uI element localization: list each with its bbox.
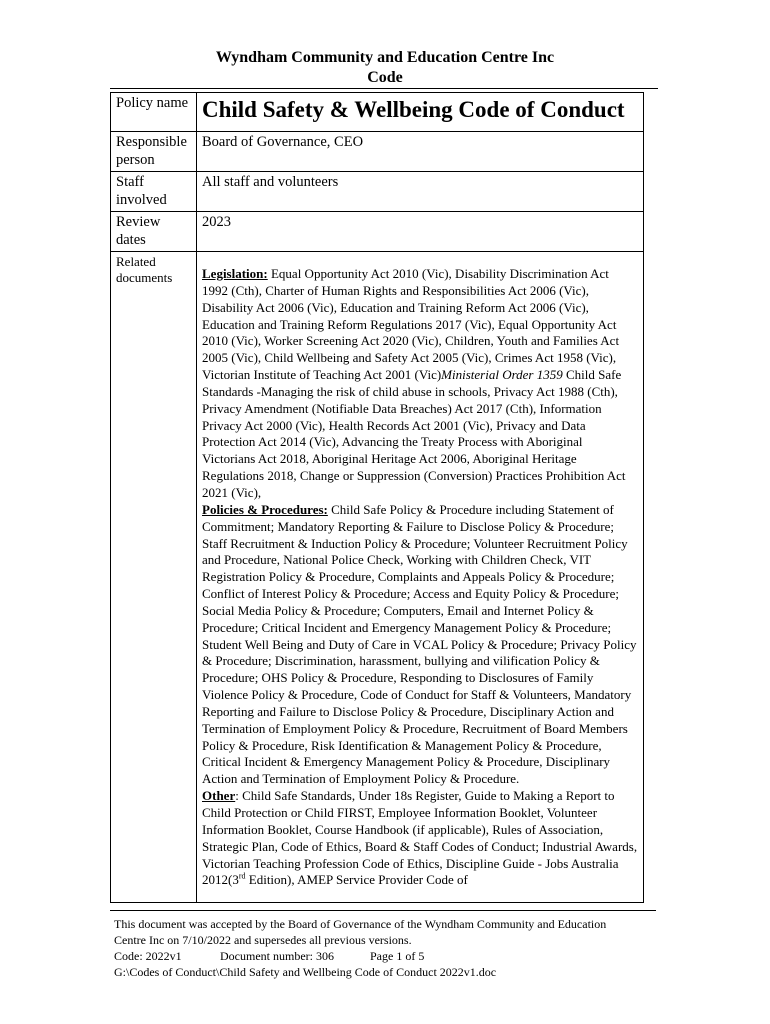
staff-row bbox=[111, 172, 644, 212]
organisation-name: Wyndham Community and Education Centre Inc bbox=[215, 49, 555, 66]
responsible-label: Responsible person bbox=[111, 132, 197, 172]
policies-text: Child Safe Policy & Procedure including Statement of Commitment; Mandatory Reporting & Failure to Disclose Policy & Procedure; Staff Recruitment & Induction Policy & Procedure; Volunteer Recruitment Policy and Procedure, National Police Check, Working with Children Check, VIT Registration Policy & Procedure, Complaints and Appeals Policy & Procedure; Conflict of Interest Policy & Procedure; Access and Equity Policy & Procedure; Social Media Policy & Procedure; Computers, Email and Internet Policy & Procedure; Critical Incident and Emergency Management Policy & Procedure; Student Well Being and Duty of Care in VCAL Policy & Procedure; Privacy Policy & Procedure; Discrimination, harassment, bullying and vilification Policy & Procedure; OHS Policy & Procedure, Responding to Disclosures of Family Violence Policy & Procedure, Code of Conduct for Staff & Volunteers, Mandatory Reporting and Failure to Disclose Policy & Procedure, Disciplinary Action and Termination of Employment Policy & Procedure, Recruitment of Board Members Policy & Procedure, Risk Identification & Management Policy & Procedure, Critical Incident & Emergency Management Policy & Procedure, Disciplinary Action and Termination of Employment Policy & Procedure. bbox=[202, 501, 637, 787]
acceptance-note: This document was accepted by the Board of Governance of the Wyndham Community and Education bbox=[114, 917, 607, 931]
document-number: Document number: 306 bbox=[220, 949, 334, 963]
code-version: Code: 2022v1 bbox=[114, 949, 182, 963]
document-footer bbox=[114, 916, 674, 980]
policy-name-label: Policy name bbox=[111, 93, 197, 132]
ministerial-order: Ministerial Order 1359 bbox=[441, 367, 563, 383]
other-heading: Other bbox=[202, 788, 236, 804]
other-text-continued: Edition), AMEP Service Provider Code of bbox=[245, 872, 468, 888]
footer-divider bbox=[110, 910, 656, 911]
review-row bbox=[111, 212, 644, 252]
related-documents-text bbox=[202, 266, 638, 889]
related-row bbox=[111, 252, 644, 903]
related-documents bbox=[197, 252, 644, 903]
responsible-row bbox=[111, 132, 644, 172]
file-path: G:\Codes of Conduct\Child Safety and Wellbeing Code of Conduct 2022v1.doc bbox=[114, 965, 497, 979]
policies-heading: Policies & Procedures: bbox=[202, 501, 328, 517]
header-divider bbox=[110, 88, 658, 89]
legislation-text: Equal Opportunity Act 2010 (Vic), Disability Discrimination Act 1992 (Cth), Charter of Human Rights and Responsibilities Act 2006 (Vic), Disability Act 2006 (Vic), Education and Training Reform Act 2006 (Vic), Education and Training Reform Regulations 2017 (Vic), Equal Opportunity Act 2010 (Vic), Worker Screening Act 2020 (Vic), Children, Youth and Families Act 2005 (Vic), Child Wellbeing and Safety Act 2005 (Vic), Crimes Act 1958 (Vic), Victorian Institute of Teaching Act 2001 (Vic) bbox=[202, 266, 620, 383]
review-label: Review dates bbox=[111, 212, 197, 252]
page-number: Page 1 of 5 bbox=[370, 949, 425, 963]
staff-value: All staff and volunteers bbox=[197, 172, 644, 212]
document-header bbox=[0, 48, 770, 88]
related-label: Related documents bbox=[111, 252, 197, 903]
policy-details-table bbox=[110, 92, 644, 903]
other-text: : Child Safe Standards, Under 18s Register, Guide to Making a Report to Child Protection or Child FIRST, Employee Information Booklet, Volunteer Information Booklet, Course Handbook (if applicable), Rules of Association, Strategic Plan, Code of Ethics, Board & Staff Codes of Conduct; Industrial Awards, Victorian Teaching Profession Code of Ethics, Discipline Guide - Jobs Australia 2012(3 bbox=[202, 788, 638, 888]
legislation-heading: Legislation: bbox=[202, 266, 268, 281]
responsible-value: Board of Governance, CEO bbox=[197, 132, 644, 172]
legislation-text-continued: Child Safe Standards -Managing the risk of child abuse in schools, Privacy Act 1988 (Cth), Privacy Amendment (Notifiable Data Breaches) Act 2017 (Cth), Information Privacy Act 2000 (Vic), Health Records Act 2001 (Vic), Privacy and Data Protection Act 2014 (Vic), Advancing the Treaty Process with Aboriginal Victorians Act 2018, Aboriginal Heritage Act 2006, Aboriginal Heritage Regulations 2018, Change or Suppression (Conversion) Practices Prohibition Act 2021 (Vic), bbox=[202, 367, 626, 500]
document-type: Code bbox=[367, 69, 403, 86]
document-codes bbox=[114, 948, 674, 964]
policy-title: Child Safety & Wellbeing Code of Conduct bbox=[197, 93, 644, 132]
policy-name-row bbox=[111, 93, 644, 132]
acceptance-note-continued: Centre Inc on 7/10/2022 and supersedes all previous versions. bbox=[114, 933, 412, 947]
review-value: 2023 bbox=[197, 212, 644, 252]
staff-label: Staff involved bbox=[111, 172, 197, 212]
edition-superscript: rd bbox=[238, 872, 246, 882]
